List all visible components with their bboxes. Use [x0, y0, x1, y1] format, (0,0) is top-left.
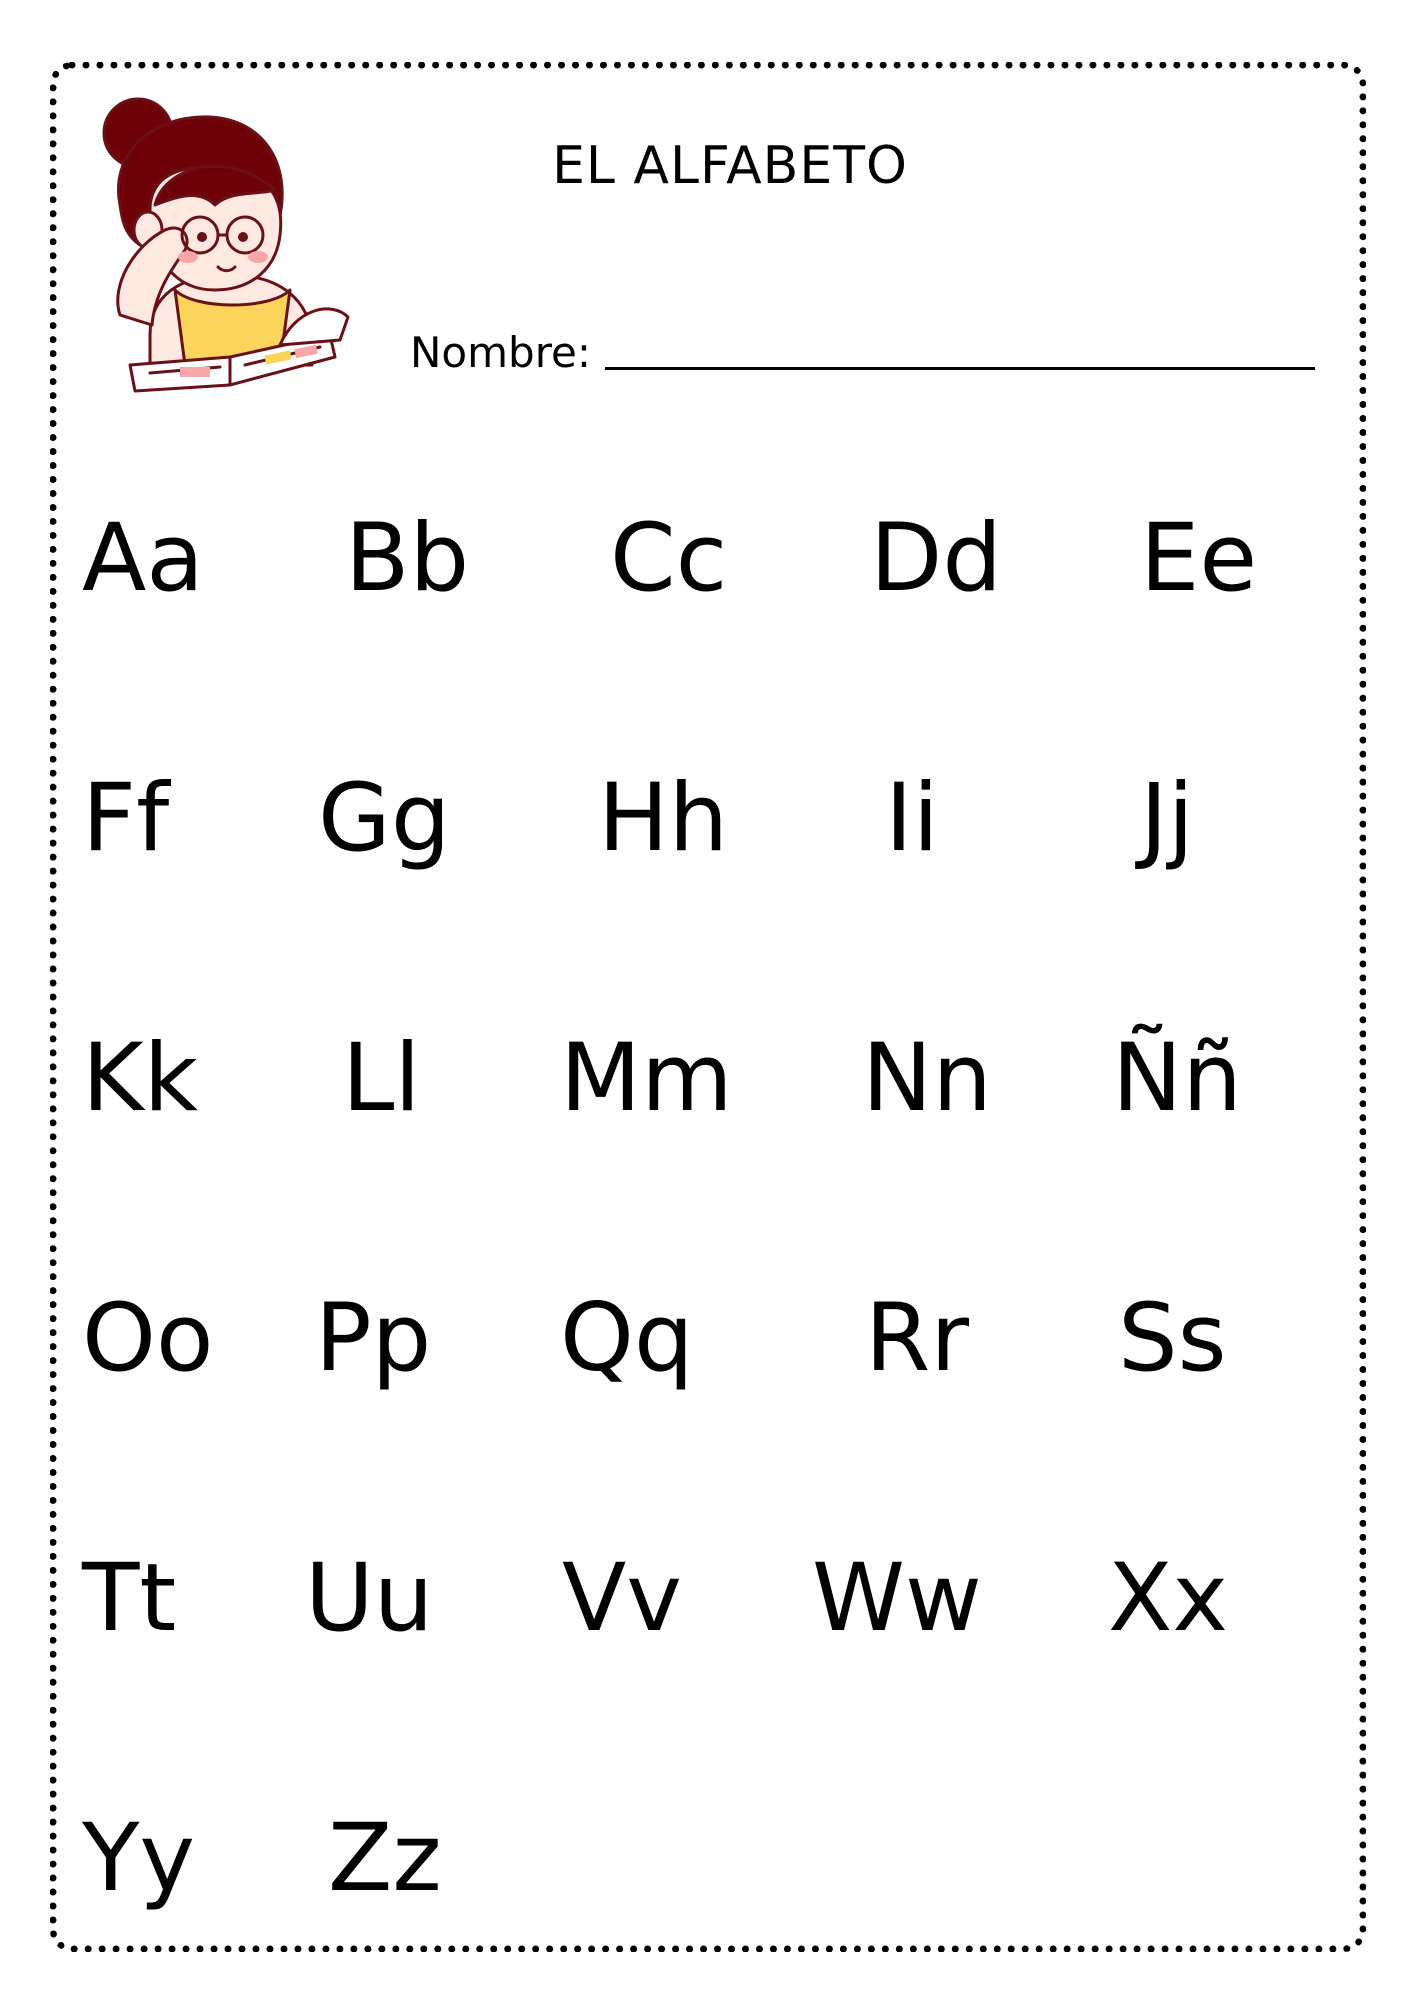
letter-xx: Xx: [1108, 1544, 1229, 1653]
letter-uu: Uu: [305, 1544, 434, 1653]
letter-enye: Ññ: [1112, 1024, 1242, 1133]
letter-mm: Mm: [560, 1024, 733, 1133]
letter-bb: Bb: [345, 504, 470, 613]
letter-jj: Jj: [1140, 764, 1194, 873]
name-row: [410, 328, 1315, 377]
letter-rr: Rr: [865, 1284, 969, 1393]
letter-ww: Ww: [812, 1544, 982, 1653]
letter-gg: Gg: [318, 764, 451, 873]
letter-nn: Nn: [862, 1024, 992, 1133]
letter-qq: Qq: [560, 1284, 694, 1393]
letter-cc: Cc: [610, 504, 728, 613]
page-title: EL ALFABETO: [552, 136, 908, 196]
letter-zz: Zz: [328, 1804, 442, 1913]
letter-ii: Ii: [885, 764, 939, 873]
letter-ss: Ss: [1118, 1284, 1227, 1393]
letter-ff: Ff: [82, 764, 170, 873]
letter-yy: Yy: [82, 1804, 196, 1913]
letter-ee: Ee: [1140, 504, 1258, 613]
girl-reading-book-icon: [80, 95, 380, 405]
letter-aa: Aa: [82, 504, 204, 613]
letter-kk: Kk: [82, 1024, 199, 1133]
letter-vv: Vv: [562, 1544, 682, 1653]
letter-ll: Ll: [342, 1024, 421, 1133]
name-label: Nombre:: [410, 328, 592, 377]
letter-dd: Dd: [870, 504, 1003, 613]
letter-oo: Oo: [82, 1284, 214, 1393]
name-blank-line[interactable]: [605, 367, 1315, 370]
letter-pp: Pp: [315, 1284, 432, 1393]
letter-hh: Hh: [598, 764, 729, 873]
letter-tt: Tt: [82, 1544, 177, 1653]
